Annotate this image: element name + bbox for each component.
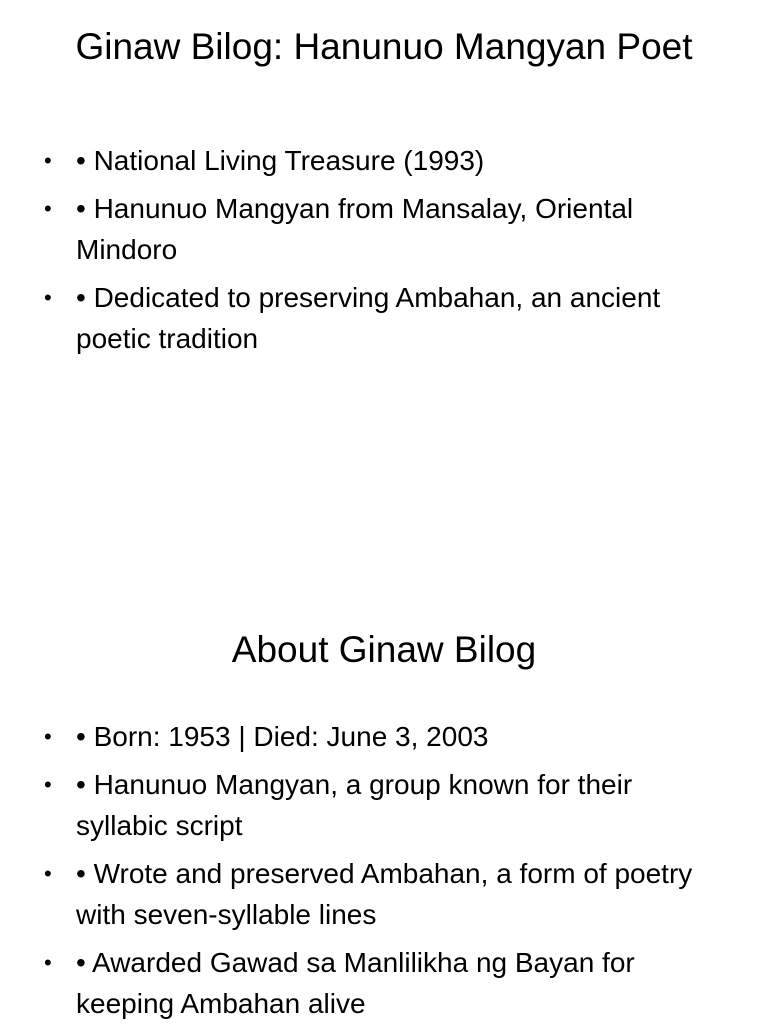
bullet-text: • Awarded Gawad sa Manlilikha ng Bayan for keeping Ambahan alive [76, 947, 635, 1019]
bullet-marker: • [44, 861, 52, 886]
bullet-text: • National Living Treasure (1993) [76, 145, 485, 176]
bullet-text: • Wrote and preserved Ambahan, a form of poetry with seven-syllable lines [76, 858, 693, 930]
bullet-marker: • [44, 724, 52, 749]
bullet-text: • Dedicated to preserving Ambahan, an ancient poetic tradition [76, 282, 661, 354]
slide-2-title: About Ginaw Bilog [231, 629, 537, 670]
slide-1-title: Ginaw Bilog: Hanunuo Mangyan Poet [75, 26, 693, 67]
bullet-item [40, 853, 720, 935]
bullet-item [40, 764, 720, 846]
bullet-marker: • [44, 772, 52, 797]
bullet-text: • Hanunuo Mangyan, a group known for their syllabic script [76, 769, 633, 841]
bullet-marker: • [44, 950, 52, 975]
bullet-text: • Born: 1953 | Died: June 3, 2003 [76, 721, 489, 752]
slide-2-bullet-list [40, 716, 720, 1031]
bullet-item [40, 942, 720, 1024]
bullet-text: • Hanunuo Mangyan from Mansalay, Oriental Mindoro [76, 193, 634, 265]
bullet-marker: • [44, 285, 52, 310]
bullet-marker: • [44, 148, 52, 173]
bullet-item [40, 716, 720, 757]
bullet-marker: • [44, 196, 52, 221]
